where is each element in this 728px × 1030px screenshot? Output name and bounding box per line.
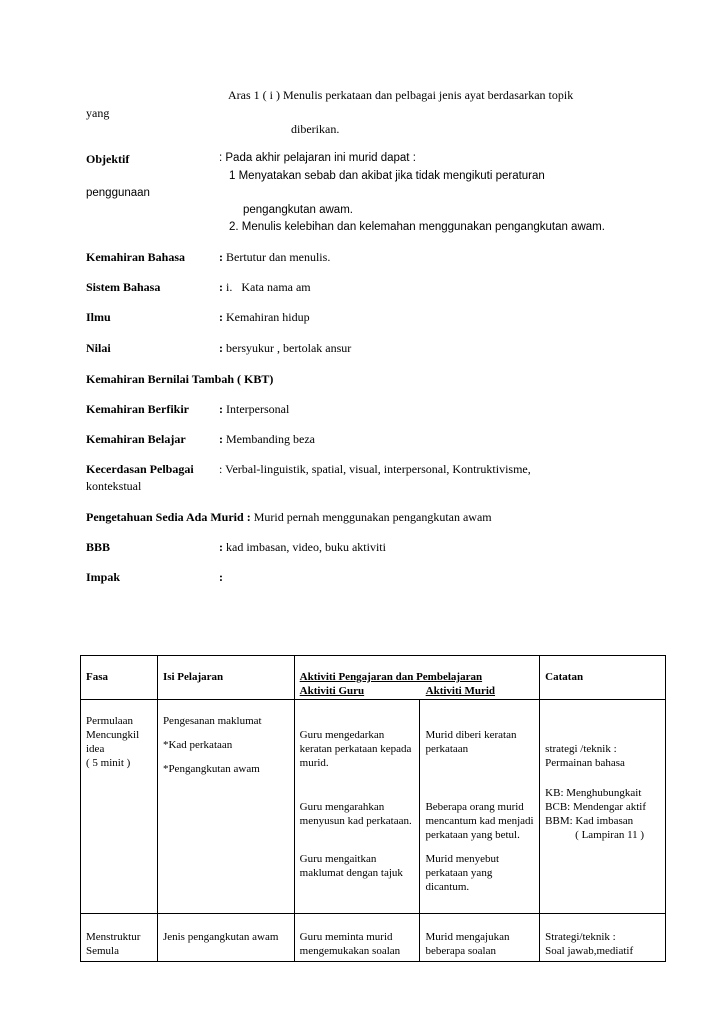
colon: : [219,250,223,264]
row1-catatan [540,700,666,914]
kemahiran-berfikir-value [219,402,289,417]
pengetahuan-label: Pengetahuan Sedia Ada Murid : [86,510,251,524]
line: Murid mengajukan [425,931,510,943]
line: Strategi/teknik : [545,931,616,943]
value: kad imbasan, video, buku aktiviti [223,540,386,554]
value: Bertutur dan menulis. [223,250,331,264]
aras-cont-diberikan: diberikan. [291,122,340,136]
line: *Pengangkutan awam [162,763,260,775]
aras-cont-yang: yang [86,106,110,120]
line: Permulaan [86,715,134,727]
row2-guru [294,914,420,962]
pengetahuan-value: Murid pernah menggunakan pengangkutan awam [250,510,492,524]
line: ( 5 minit ) [86,757,131,769]
colon: : [219,341,223,355]
objektif-label: Objektif [86,152,130,166]
line: Permainan bahasa [545,757,625,769]
header-aktiviti [294,656,540,700]
line: Soal jawab,mediatif [545,945,634,957]
colon: : [219,310,223,324]
sistem-bahasa-value [219,280,311,295]
colon: : [219,402,223,416]
colon: : [219,432,223,446]
line: perkataan yang [425,867,493,879]
lesson-table [80,655,666,962]
impak-label: Impak [86,570,121,584]
spacer [545,770,660,786]
line: Beberapa orang murid [425,801,524,813]
kecerdasan-wrap: kontekstual [86,479,142,493]
kemahiran-belajar-value [219,432,315,447]
spacer [163,752,289,762]
objektif-item-1-cont: pengangkutan awam. [243,204,353,216]
nilai-label: Nilai [86,341,111,355]
line: Mencungkil [86,729,140,741]
line: menyusun kad perkataan. [299,815,412,827]
kbt-label: Kemahiran Bernilai Tambah ( KBT) [86,372,274,386]
kemahiran-bahasa-value [219,250,330,265]
objektif-intro: : Pada akhir pelajaran ini murid dapat : [219,152,416,164]
ilmu-label: Ilmu [86,310,111,324]
ilmu-value [219,310,310,325]
header-catatan: Catatan [540,656,666,700]
spacer [300,828,415,852]
kecerdasan-value: : Verbal-linguistik, spatial, visual, interpersonal, Kontruktivisme, [219,462,531,476]
header-aktiviti-sub [300,684,535,698]
line: Jenis pengangkutan awam [162,931,279,943]
line: BBM: Kad imbasan [545,815,634,827]
bbb-label: BBB [86,540,111,554]
line: murid. [299,757,329,769]
row1-murid [420,700,540,914]
colon: : [219,540,223,554]
colon: : [219,280,223,294]
line: maklumat dengan tajuk [299,867,403,879]
row1-fasa [81,700,158,914]
aras-line: Aras 1 ( i ) Menulis perkataan dan pelbagai jenis ayat berdasarkan topik [228,88,574,102]
row2-fasa [81,914,158,962]
header-guru: Aktiviti Guru [299,685,365,697]
line: BCB: Mendengar aktif [545,801,646,813]
line: Guru meminta murid [299,931,393,943]
spacer [300,770,415,800]
table-row [81,914,666,962]
header-fasa: Fasa [81,656,158,700]
impak-colon: : [219,570,223,584]
line: Guru mengaitkan [299,853,377,865]
row2-isi [157,914,294,962]
line: dicantum. [425,881,470,893]
objektif-item-2: 2. Menulis kelebihan dan kelemahan menggunakan pengangkutan awam. [229,221,605,233]
nilai-value [219,341,351,356]
bbb-value [219,540,386,555]
line: Murid menyebut [425,853,500,865]
spacer [425,756,534,800]
kemahiran-belajar-label: Kemahiran Belajar [86,432,186,446]
kemahiran-berfikir-label: Kemahiran Berfikir [86,402,189,416]
objektif-item-1: 1 Menyatakan sebab dan akibat jika tidak mengikuti peraturan [229,170,545,182]
row1-guru [294,700,420,914]
line: Murid diberi keratan [425,729,517,741]
line: Pengesanan maklumat [162,715,262,727]
value: Kemahiran hidup [223,310,310,324]
line: idea [86,743,105,755]
value: Interpersonal [223,402,290,416]
header-aktiviti-title: Aktiviti Pengajaran dan Pembelajaran [299,671,483,683]
row2-murid [420,914,540,962]
header-isi: Isi Pelajaran [157,656,294,700]
table-row [81,700,666,914]
line: perkataan [425,743,469,755]
sistem-bahasa-label: Sistem Bahasa [86,280,161,294]
line: mengemukakan soalan [299,945,401,957]
spacer [163,728,289,738]
line: *Kad perkataan [162,739,233,751]
objektif-item-1-wrap: penggunaan [86,187,150,199]
line: Menstruktur [86,931,141,943]
row2-catatan [540,914,666,962]
line: mencantum kad menjadi [425,815,534,827]
line: keratan perkataan kepada [299,743,412,755]
value: Membanding beza [223,432,315,446]
value: bersyukur , bertolak ansur [223,341,352,355]
spacer [425,842,534,852]
line: KB: Menghubungkait [545,787,642,799]
row1-isi [157,700,294,914]
pengetahuan-row [86,510,492,525]
line: Semula [86,945,119,957]
line: perkataan yang betul. [425,829,520,841]
header-murid: Aktiviti Murid [425,685,496,697]
kemahiran-bahasa-label: Kemahiran Bahasa [86,250,186,264]
table-header-row [81,656,666,700]
value: i. Kata nama am [223,280,311,294]
line: ( Lampiran 11 ) [575,829,645,841]
line: beberapa soalan [425,945,496,957]
line: Guru mengarahkan [299,801,385,813]
kecerdasan-label: Kecerdasan Pelbagai [86,462,194,476]
line: Guru mengedarkan [299,729,385,741]
line: strategi /teknik : [545,743,617,755]
